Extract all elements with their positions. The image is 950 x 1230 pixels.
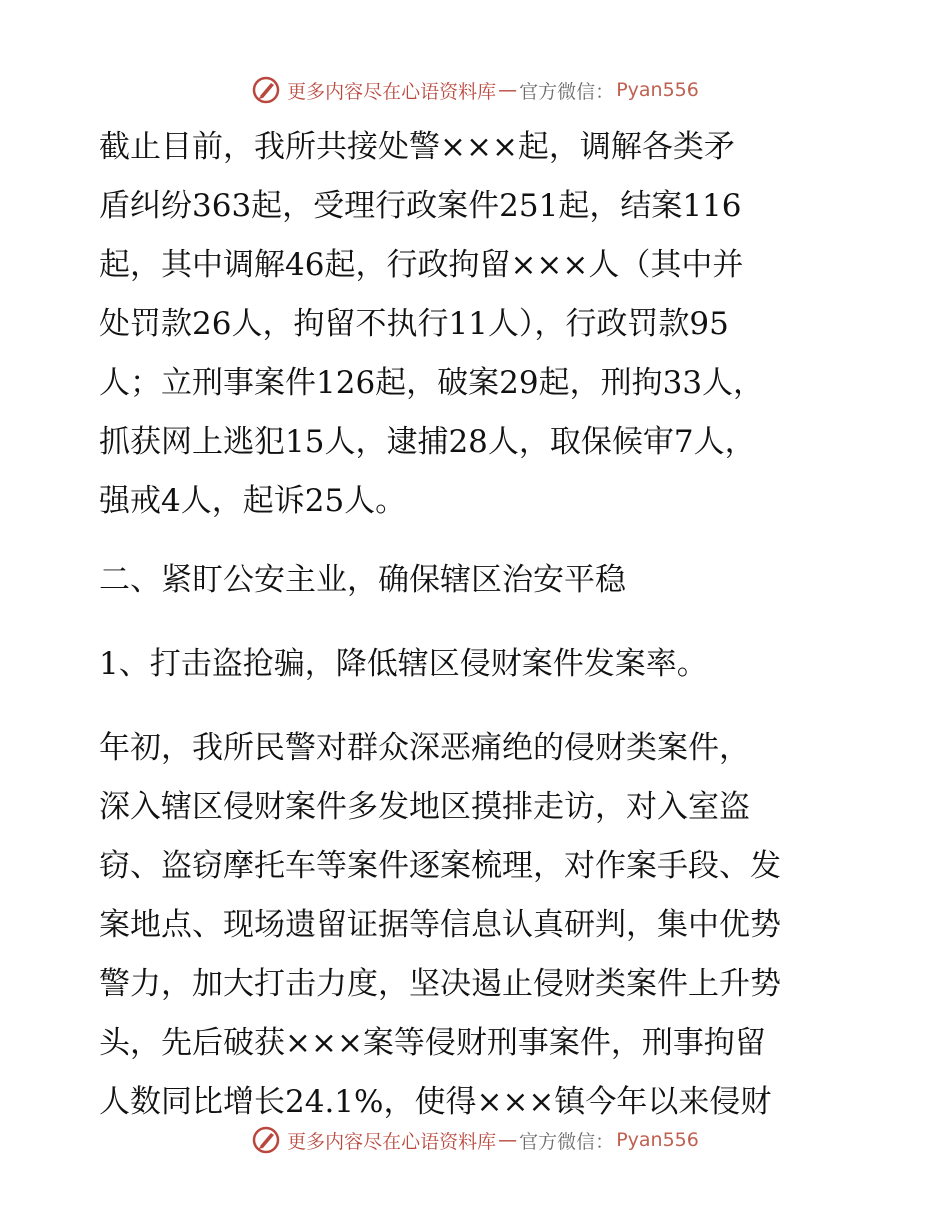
paragraph-statistics bbox=[99, 118, 859, 531]
text-line: 盾纠纷363起，受理行政案件251起，结案116 bbox=[99, 188, 742, 224]
document-body bbox=[99, 118, 859, 1132]
watermark-contact-label: 官方微信： bbox=[519, 1130, 615, 1153]
watermark-contact-label: 官方微信： bbox=[519, 80, 615, 103]
watermark-contact-id: Pyan556 bbox=[616, 79, 699, 101]
watermark-brand: 更多内容尽在心语资料库 bbox=[287, 1130, 497, 1153]
text-line: 窃、盗窃摩托车等案件逐案梳理，对作案手段、发 bbox=[99, 848, 781, 884]
text-line: 起，其中调解46起，行政拘留×××人（其中并 bbox=[99, 247, 744, 283]
section-heading: 二、紧盯公安主业，确保辖区治安平稳 bbox=[99, 562, 626, 598]
watermark-contact-id: Pyan556 bbox=[616, 1129, 699, 1151]
brush-logo-icon bbox=[251, 75, 281, 105]
footer-watermark bbox=[0, 1120, 950, 1160]
subsection-heading: 1、打击盗抢骗，降低辖区侵财案件发案率。 bbox=[99, 646, 708, 682]
watermark-brand: 更多内容尽在心语资料库 bbox=[287, 80, 497, 103]
text-line: 抓获网上逃犯15人，逮捕28人，取保候审7人， bbox=[99, 424, 756, 460]
text-line: 人；立刑事案件126起，破案29起，刑拘33人， bbox=[99, 365, 765, 401]
text-line: 人数同比增长24.1%，使得×××镇今年以来侵财 bbox=[99, 1084, 772, 1120]
text-line: 处罚款26人，拘留不执行11人），行政罚款95 bbox=[99, 306, 729, 342]
text-line: 警力，加大打击力度，坚决遏止侵财类案件上升势 bbox=[99, 966, 781, 1002]
text-line: 年初，我所民警对群众深恶痛绝的侵财类案件， bbox=[99, 730, 750, 766]
text-line: 案地点、现场遗留证据等信息认真研判，集中优势 bbox=[99, 907, 781, 943]
text-line: 截止目前，我所共接处警×××起，调解各类矛 bbox=[99, 129, 735, 165]
watermark-dash: — bbox=[498, 1129, 518, 1151]
paragraph-property-crime bbox=[99, 719, 859, 1132]
text-line: 强戒4人，起诉25人。 bbox=[99, 483, 407, 519]
text-line: 头，先后破获×××案等侵财刑事案件，刑事拘留 bbox=[99, 1025, 766, 1061]
watermark-dash: — bbox=[498, 79, 518, 101]
brush-logo-icon bbox=[251, 1125, 281, 1155]
header-watermark bbox=[0, 70, 950, 110]
text-line: 深入辖区侵财案件多发地区摸排走访，对入室盗 bbox=[99, 789, 750, 825]
